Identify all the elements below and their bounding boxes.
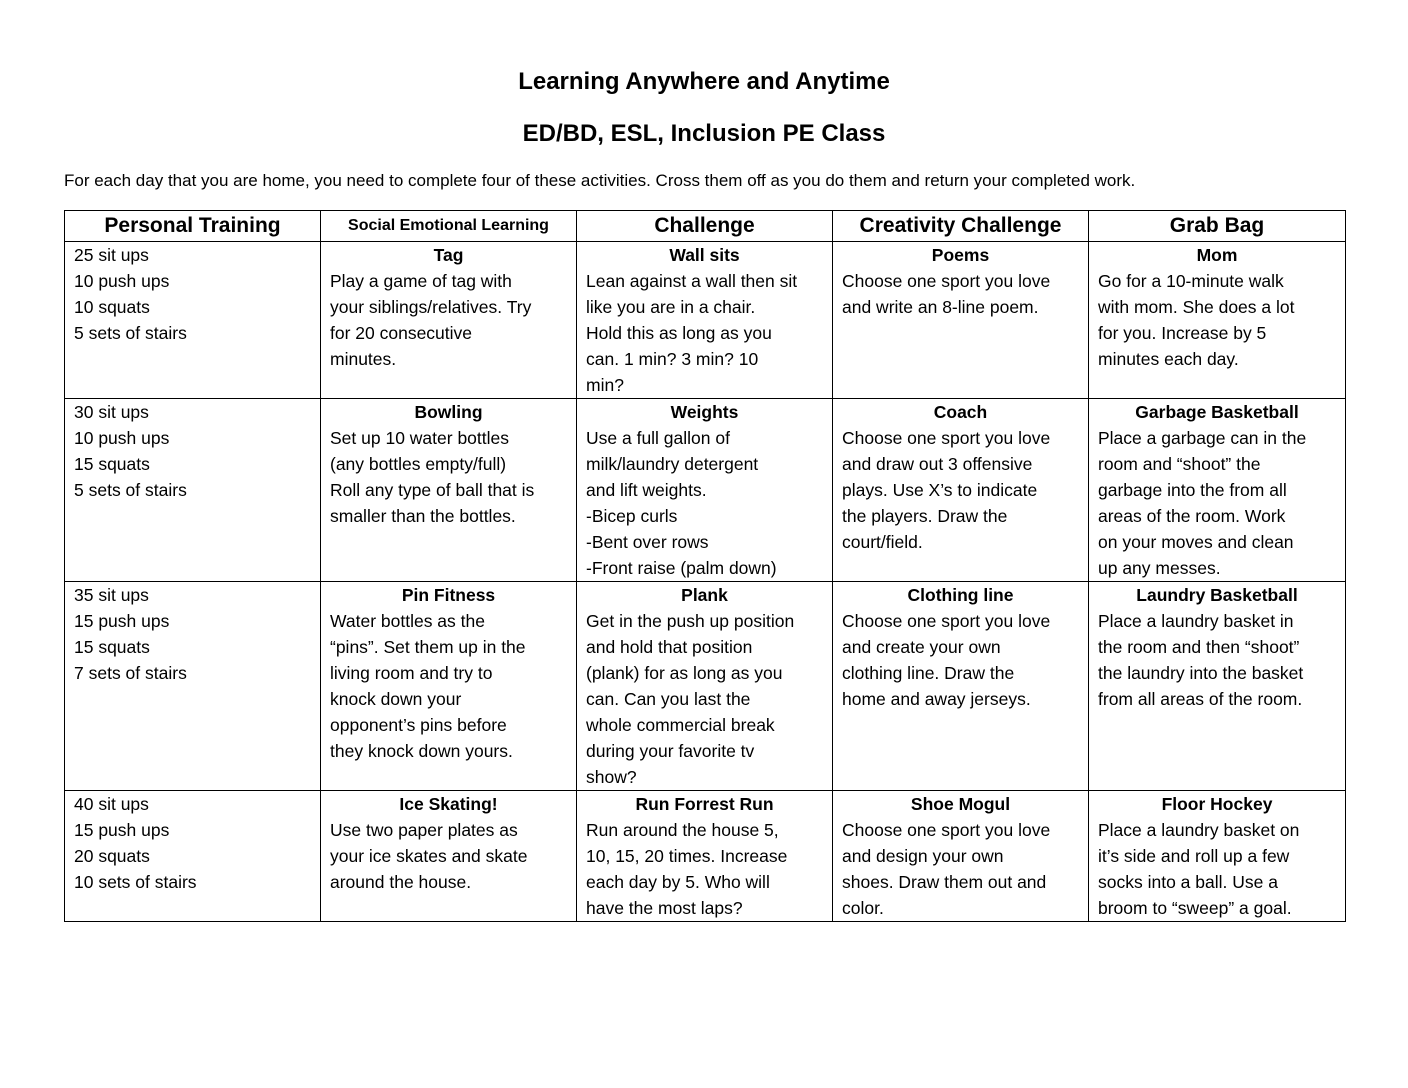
activity-line: -Bent over rows: [586, 532, 709, 552]
activity-line: like you are in a chair.: [586, 297, 756, 317]
activity-line: for 20 consecutive: [330, 323, 473, 343]
activity-line: shoes. Draw them out and: [842, 872, 1047, 892]
activity-line: the room and then “shoot”: [1098, 637, 1300, 657]
activity-line: the players. Draw the: [842, 506, 1008, 526]
activity-line: your ice skates and skate: [330, 846, 528, 866]
exercise-line: 15 squats: [74, 637, 150, 657]
exercise-line: 35 sit ups: [74, 585, 149, 605]
activity-line: the laundry into the basket: [1098, 663, 1304, 683]
activity-line: Choose one sport you love: [842, 611, 1051, 631]
activity-line: plays. Use X’s to indicate: [842, 480, 1038, 500]
activity-line: knock down your: [330, 689, 462, 709]
exercise-line: 15 squats: [74, 454, 150, 474]
exercise-line: 40 sit ups: [74, 794, 149, 814]
activity-line: Use a full gallon of: [586, 428, 730, 448]
exercise-line: 7 sets of stairs: [74, 663, 187, 683]
creativity-cell: [833, 791, 1089, 922]
activity-title: Floor Hockey: [1161, 794, 1273, 814]
creativity-cell: [833, 582, 1089, 791]
challenge-cell: [577, 791, 833, 922]
activity-line: (any bottles empty/full): [330, 454, 507, 474]
activity-title: Weights: [670, 402, 739, 422]
activity-line: minutes each day.: [1098, 349, 1239, 369]
activity-line: they knock down yours.: [330, 741, 513, 761]
activity-line: areas of the room. Work: [1098, 506, 1286, 526]
exercise-line: 25 sit ups: [74, 245, 149, 265]
activity-line: -Front raise (palm down): [586, 558, 777, 578]
activity-title: Plank: [681, 585, 728, 605]
exercise-line: 15 push ups: [74, 820, 170, 840]
activity-line: Play a game of tag with: [330, 271, 512, 291]
column-header-creativity-challenge: Creativity Challenge: [833, 211, 1089, 242]
column-header-grab-bag: Grab Bag: [1089, 211, 1346, 242]
exercise-line: 10 sets of stairs: [74, 872, 197, 892]
activity-title: Coach: [933, 402, 988, 422]
page-subtitle: ED/BD, ESL, Inclusion PE Class: [522, 120, 886, 147]
activity-title: Tag: [433, 245, 464, 265]
activity-line: Choose one sport you love: [842, 271, 1051, 291]
activity-line: opponent’s pins before: [330, 715, 507, 735]
challenge-cell: [577, 242, 833, 399]
activity-line: court/field.: [842, 532, 923, 552]
activity-line: clothing line. Draw the: [842, 663, 1015, 683]
personal-training-cell: [65, 791, 321, 922]
exercise-line: 30 sit ups: [74, 402, 149, 422]
activity-line: min?: [586, 375, 624, 395]
activity-title: Mom: [1196, 245, 1238, 265]
activity-title: Poems: [931, 245, 990, 265]
table-row: [65, 399, 1346, 582]
activity-line: Run around the house 5,: [586, 820, 779, 840]
exercise-line: 5 sets of stairs: [74, 323, 187, 343]
activity-line: it’s side and roll up a few: [1098, 846, 1290, 866]
activity-title: Bowling: [414, 402, 483, 422]
activity-line: and design your own: [842, 846, 1004, 866]
activity-title: Shoe Mogul: [910, 794, 1011, 814]
activity-line: Water bottles as the: [330, 611, 485, 631]
activity-line: living room and try to: [330, 663, 493, 683]
activity-line: Place a laundry basket on: [1098, 820, 1300, 840]
activity-line: your siblings/relatives. Try: [330, 297, 532, 317]
activity-line: 10, 15, 20 times. Increase: [586, 846, 788, 866]
creativity-cell: [833, 242, 1089, 399]
activity-line: Set up 10 water bottles: [330, 428, 509, 448]
personal-training-cell: [65, 399, 321, 582]
challenge-cell: [577, 582, 833, 791]
activity-line: have the most laps?: [586, 898, 743, 918]
activity-line: Place a laundry basket in: [1098, 611, 1294, 631]
sel-cell: [321, 791, 577, 922]
activity-line: each day by 5. Who will: [586, 872, 770, 892]
exercise-line: 10 squats: [74, 297, 150, 317]
activity-line: Go for a 10-minute walk: [1098, 271, 1284, 291]
activity-line: up any messes.: [1098, 558, 1221, 578]
activity-title: Clothing line: [907, 585, 1014, 605]
table-header-row: [65, 211, 1346, 242]
grab-bag-cell: [1089, 791, 1346, 922]
exercise-line: 5 sets of stairs: [74, 480, 187, 500]
table-row: [65, 242, 1346, 399]
activity-line: and write an 8-line poem.: [842, 297, 1039, 317]
activity-line: Roll any type of ball that is: [330, 480, 535, 500]
exercise-line: 15 push ups: [74, 611, 170, 631]
activity-line: -Bicep curls: [586, 506, 678, 526]
activity-line: minutes.: [330, 349, 397, 369]
activity-line: “pins”. Set them up in the: [330, 637, 526, 657]
activity-line: and create your own: [842, 637, 1001, 657]
activity-line: and hold that position: [586, 637, 753, 657]
activity-line: on your moves and clean: [1098, 532, 1294, 552]
activity-line: milk/laundry detergent: [586, 454, 759, 474]
column-header-social-emotional-learning: Social Emotional Learning: [321, 211, 577, 242]
activity-title: Garbage Basketball: [1135, 402, 1299, 422]
exercise-line: 10 push ups: [74, 428, 170, 448]
grab-bag-cell: [1089, 242, 1346, 399]
activity-line: home and away jerseys.: [842, 689, 1031, 709]
personal-training-cell: [65, 242, 321, 399]
activity-line: whole commercial break: [586, 715, 775, 735]
column-header-challenge: Challenge: [577, 211, 833, 242]
activity-line: socks into a ball. Use a: [1098, 872, 1278, 892]
activity-line: garbage into the from all: [1098, 480, 1287, 500]
activity-line: show?: [586, 767, 637, 787]
page-title: Learning Anywhere and Anytime: [518, 68, 890, 95]
activity-line: for you. Increase by 5: [1098, 323, 1267, 343]
column-header-personal-training: Personal Training: [65, 211, 321, 242]
activity-title: Laundry Basketball: [1136, 585, 1298, 605]
activity-line: (plank) for as long as you: [586, 663, 783, 683]
table-row: [65, 791, 1346, 922]
personal-training-cell: [65, 582, 321, 791]
activity-line: and draw out 3 offensive: [842, 454, 1033, 474]
activity-line: can. 1 min? 3 min? 10: [586, 349, 759, 369]
activity-line: Choose one sport you love: [842, 820, 1051, 840]
activity-line: during your favorite tv: [586, 741, 755, 761]
instructions-text: For each day that you are home, you need to complete four of these activities. Cross them off as you do them and return your completed work.: [64, 171, 1136, 190]
activity-line: from all areas of the room.: [1098, 689, 1303, 709]
activity-line: Get in the push up position: [586, 611, 795, 631]
activity-line: color.: [842, 898, 884, 918]
activity-line: Lean against a wall then sit: [586, 271, 798, 291]
activity-line: Use two paper plates as: [330, 820, 518, 840]
activity-line: smaller than the bottles.: [330, 506, 516, 526]
activity-line: can. Can you last the: [586, 689, 751, 709]
activity-line: around the house.: [330, 872, 472, 892]
activity-line: and lift weights.: [586, 480, 707, 500]
table-row: [65, 582, 1346, 791]
activity-line: broom to “sweep” a goal.: [1098, 898, 1292, 918]
exercise-line: 20 squats: [74, 846, 150, 866]
sel-cell: [321, 242, 577, 399]
activity-table: [64, 210, 1346, 922]
activity-title: Pin Fitness: [401, 585, 496, 605]
activity-line: Place a garbage can in the: [1098, 428, 1307, 448]
activity-title: Ice Skating!: [399, 794, 498, 814]
creativity-cell: [833, 399, 1089, 582]
activity-line: with mom. She does a lot: [1098, 297, 1295, 317]
activity-title: Wall sits: [669, 245, 740, 265]
grab-bag-cell: [1089, 582, 1346, 791]
exercise-line: 10 push ups: [74, 271, 170, 291]
activity-line: Hold this as long as you: [586, 323, 772, 343]
activity-title: Run Forrest Run: [635, 794, 774, 814]
sel-cell: [321, 399, 577, 582]
sel-cell: [321, 582, 577, 791]
challenge-cell: [577, 399, 833, 582]
activity-line: Choose one sport you love: [842, 428, 1051, 448]
grab-bag-cell: [1089, 399, 1346, 582]
activity-line: room and “shoot” the: [1098, 454, 1261, 474]
